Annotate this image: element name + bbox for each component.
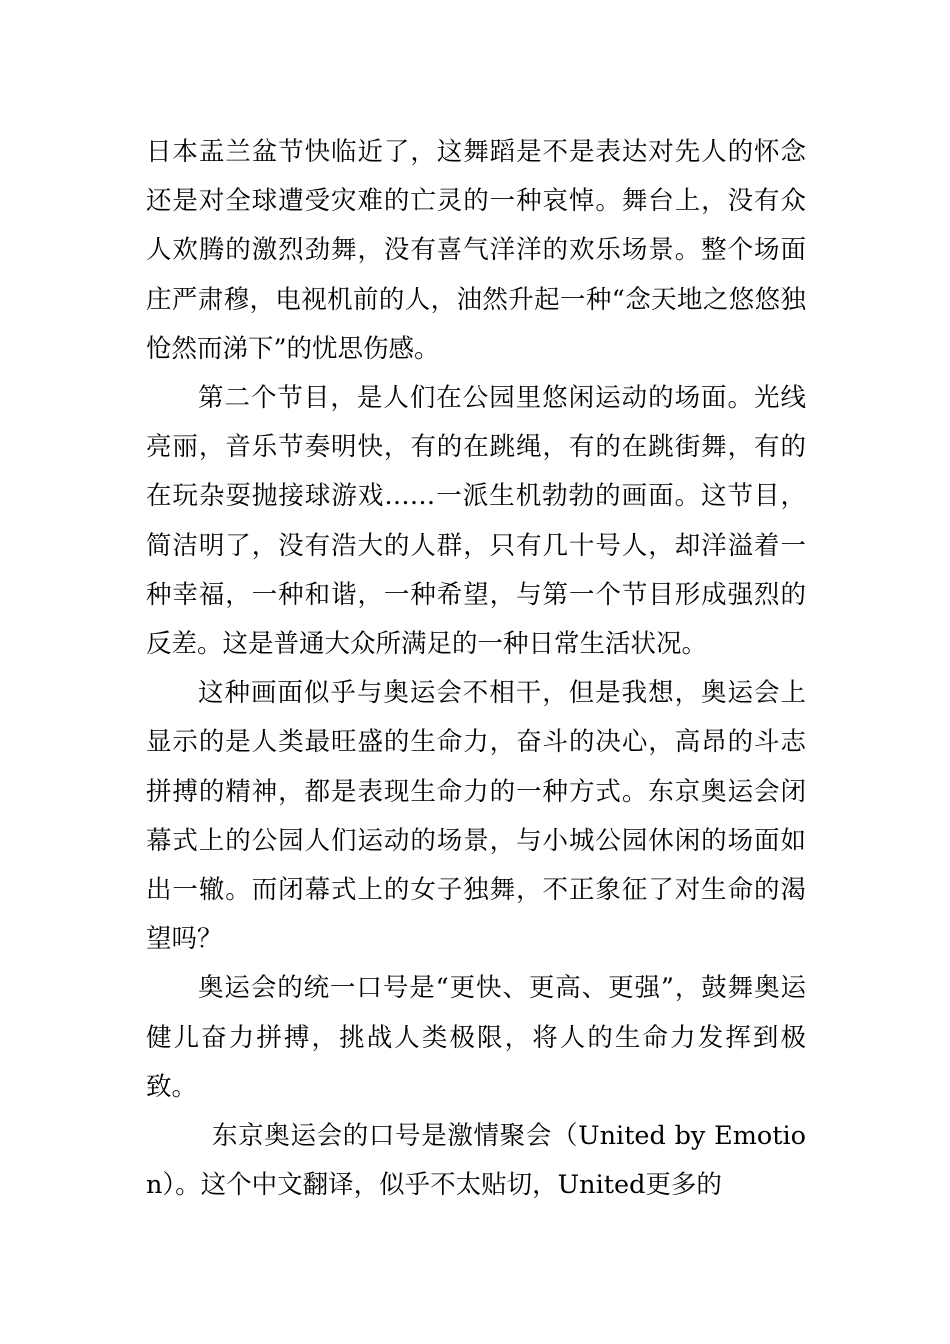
paragraph: 奥运会的统一口号是“更快、更高、更强”，鼓舞奥运健儿奋力拼搏，挑战人类极限，将人的生命力发挥到极致。: [146, 973, 806, 1102]
paragraph-continued: 日本盂兰盆节快临近了，这舞蹈是不是表达对先人的怀念还是对全球遭受灾难的亡灵的一种哀悼。舞台上，没有众人欢腾的激烈劲舞，没有喜气洋洋的欢乐场景。整个场面庄严肃穆，电视机前的人，油然升起一种“念天地之悠悠独怆然而涕下”的忧思伤感。: [146, 137, 806, 364]
paragraph: 第二个节目，是人们在公园里悠闲运动的场面。光线亮丽，音乐节奏明快，有的在跳绳，有的在跳街舞，有的在玩杂耍抛接球游戏……一派生机勃勃的画面。这节目，简洁明了，没有浩大的人群，只有几十号人，却洋溢着一种幸福，一种和谐，一种希望，与第一个节目形成强烈的反差。这是普通大众所满足的一种日常生活状况。: [146, 383, 806, 660]
paragraph: 这种画面似乎与奥运会不相干，但是我想，奥运会上显示的是人类最旺盛的生命力，奋斗的决心，高昂的斗志拼搏的精神，都是表现生命力的一种方式。东京奥运会闭幕式上的公园人们运动的场景，与小城公园休闲的场面如出一辙。而闭幕式上的女子独舞，不正象征了对生命的渴望吗？: [146, 678, 806, 955]
paragraph: 东京奥运会的口号是激情聚会（United by Emotion）。这个中文翻译，似乎不太贴切，United更多的: [146, 1121, 806, 1201]
document-body: [146, 128, 806, 1210]
